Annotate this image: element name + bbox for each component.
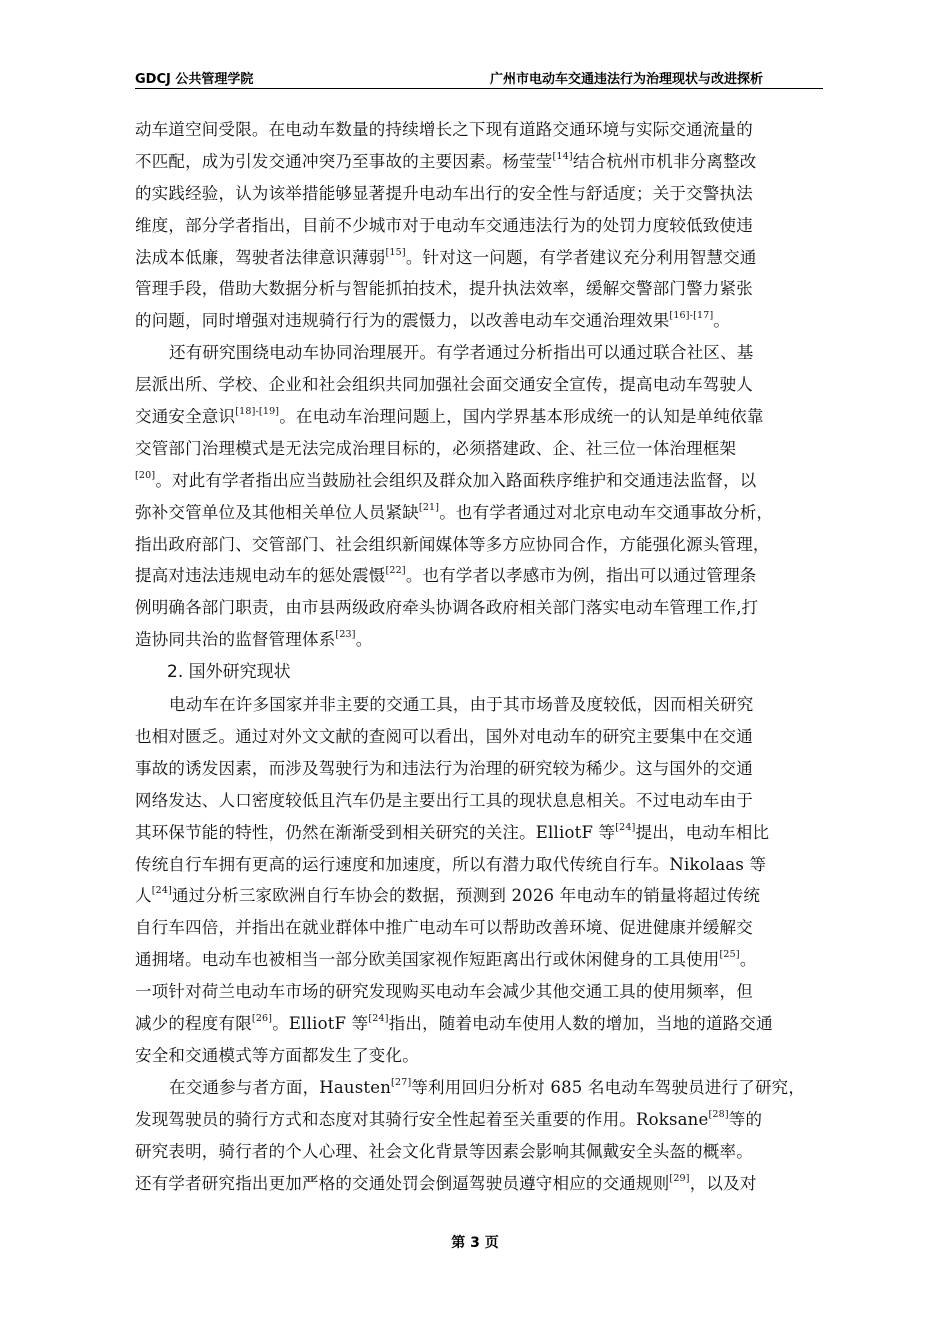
text-line	[135, 305, 845, 337]
text-line	[135, 242, 845, 274]
text-span: 层派出所、学校、企业和社会组织共同加强社会面交通安全宣传，提高电动车驾驶人	[135, 375, 753, 395]
citation-ref: [22]	[385, 565, 406, 577]
text-span: 一项针对荷兰电动车市场的研究发现购买电动车会减少其他交通工具的使用频率，但	[135, 982, 753, 1002]
text-span: 例明确各部门职责，由市县两级政府牵头协调各政府相关部门落实电动车管理工作,打	[135, 598, 759, 618]
citation-ref: [24]	[151, 885, 173, 897]
text-span: 其环保节能的特性，仍然在渐渐受到相关研究的关注。ElliotF 等	[135, 822, 616, 842]
text-span: 不匹配，成为引发交通冲突乃至事故的主要因素。杨莹莹	[135, 151, 553, 171]
text-line	[135, 944, 845, 976]
text-span: 。ElliotF 等	[272, 1014, 369, 1034]
text-span: 研究表明，骑行者的个人心理、社会文化背景等因素会影响其佩戴安全头盔的概率。	[135, 1141, 753, 1161]
text-line	[135, 880, 845, 912]
text-span: 人	[135, 886, 152, 906]
text-line	[135, 624, 845, 656]
text-span: 还有研究围绕电动车协同治理展开。有学者通过分析指出可以通过联合社区、基	[169, 343, 754, 363]
text-span: 。针对这一问题，有学者建议充分利用智慧交通	[405, 247, 757, 267]
text-span: 。对此有学者指出应当鼓励社会组织及群众加入路面秩序维护和交通违法监督，以	[155, 470, 757, 490]
header-title: 广州市电动车交通违法行为治理现状与改进探析	[489, 72, 763, 87]
text-span: 。	[713, 311, 731, 331]
text-line	[135, 146, 845, 178]
text-span: 也相对匮乏。通过对外文文献的查阅可以看出，国外对电动车的研究主要集中在交通	[135, 727, 753, 747]
text-line	[135, 529, 845, 561]
text-span: 电动车在许多国家并非主要的交通工具，由于其市场普及度较低，因而相关研究	[169, 695, 754, 715]
text-span: 指出政府部门、交管部门、社会组织新闻媒体等多方应协同合作，方能强化源头管理，	[135, 534, 770, 554]
text-line	[135, 369, 845, 401]
text-line	[135, 560, 845, 592]
citation-ref: [25]	[719, 949, 740, 961]
body-text	[135, 114, 845, 1199]
text-line	[135, 1136, 845, 1168]
text-span: 发现驾驶员的骑行方式和态度对其骑行安全性起着至关重要的作用。Roksane	[135, 1109, 709, 1129]
citation-ref: [20]	[135, 469, 156, 481]
text-line	[135, 210, 845, 242]
text-line	[135, 273, 845, 305]
text-span: 事故的诱发因素，而涉及驾驶行为和违法行为治理的研究较为稀少。这与国外的交通	[135, 758, 753, 778]
text-span: 还有学者研究指出更加严格的交通处罚会倒逼驾驶员遵守相应的交通规则	[135, 1173, 670, 1193]
text-line	[135, 817, 845, 849]
text-line	[135, 689, 845, 721]
text-span: 弥补交管单位及其他相关单位人员紧缺	[135, 502, 419, 522]
citation-ref: [16]-[17]	[669, 310, 714, 322]
text-line	[135, 1168, 845, 1200]
text-line	[135, 592, 845, 624]
text-line	[135, 1008, 845, 1040]
text-span: 安全和交通模式等方面都发生了变化。	[135, 1045, 419, 1065]
text-line	[135, 1040, 845, 1072]
text-span: 交通安全意识	[135, 407, 236, 427]
text-span: 等利用回归分析对 685 名电动车驾驶员进行了研究，	[411, 1077, 806, 1097]
text-line	[135, 849, 845, 881]
citation-ref: [28]	[708, 1108, 729, 1120]
text-span: 的问题，同时增强对违规骑行行为的震慑力，以改善电动车交通治理效果	[135, 311, 670, 331]
text-line	[135, 465, 845, 497]
text-span: 管理手段，借助大数据分析与智能抓拍技术，提升执法效率，缓解交警部门警力紧张	[135, 279, 753, 299]
text-span: 等的	[728, 1109, 763, 1129]
text-span: 。也有学者通过对北京电动车交通事故分析，	[439, 502, 774, 522]
text-span: 提出，电动车相比	[635, 822, 770, 842]
text-line	[135, 497, 845, 529]
text-line	[135, 337, 845, 369]
citation-ref: [24]	[615, 821, 636, 833]
text-span: 在交通参与者方面，Hausten	[169, 1077, 392, 1097]
citation-ref: [21]	[418, 501, 440, 513]
text-span: 结合杭州市机非分离整改	[572, 151, 757, 171]
text-span: 。也有学者以孝感市为例，指出可以通过管理条	[405, 566, 757, 586]
text-line	[135, 401, 845, 433]
citation-ref: [27]	[391, 1076, 412, 1088]
text-span: 。	[355, 630, 373, 650]
text-span: 提高对违法违规电动车的惩处震慑	[135, 566, 386, 586]
page-header	[135, 66, 823, 89]
header-school: GDCJ 公共管理学院	[135, 72, 254, 87]
text-line	[135, 912, 845, 944]
text-line	[135, 976, 845, 1008]
text-span: ，以及对	[689, 1173, 757, 1193]
text-span: 交管部门治理模式是无法完成治理目标的，必须搭建政、企、社三位一体治理框架	[135, 438, 737, 458]
text-span: 维度，部分学者指出，目前不少城市对于电动车交通违法行为的处罚力度较低致使违	[135, 215, 753, 235]
text-span: 自行车四倍，并指出在就业群体中推广电动车可以帮助改善环境、促进健康并缓解交	[135, 918, 753, 938]
text-line	[135, 178, 845, 210]
citation-ref: [23]	[335, 629, 356, 641]
citation-ref: [26]	[251, 1013, 273, 1025]
text-span: 通过分析三家欧洲自行车协会的数据，预测到 2026 年电动车的销量将超过传统	[172, 886, 761, 906]
section-heading: 2. 国外研究现状	[167, 662, 291, 683]
citation-ref: [24]	[368, 1013, 389, 1025]
citation-ref: [29]	[669, 1172, 690, 1184]
text-span: 。	[739, 950, 757, 970]
text-span: 造协同共治的监督管理体系	[135, 630, 336, 650]
text-line	[135, 1104, 845, 1136]
text-span: 通拥堵。电动车也被相当一部分欧美国家视作短距离出行或休闲健身的工具使用	[135, 950, 720, 970]
page-number: 第 3 页	[451, 1235, 499, 1251]
text-line	[135, 1072, 845, 1104]
text-line	[135, 753, 845, 785]
text-span: 网络发达、人口密度较低且汽车仍是主要出行工具的现状息息相关。不过电动车由于	[135, 790, 753, 810]
text-line	[135, 785, 845, 817]
citation-ref: [18]-[19]	[235, 406, 280, 418]
citation-ref: [14]	[552, 150, 573, 162]
text-span: 指出，随着电动车使用人数的增加，当地的道路交通	[388, 1014, 773, 1034]
citation-ref: [15]	[385, 246, 406, 258]
text-span: 传统自行车拥有更高的运行速度和加速度，所以有潜力取代传统自行车。Nikolaas 等	[135, 854, 767, 874]
text-span: 。在电动车治理问题上，国内学界基本形成统一的认知是单纯依靠	[279, 407, 764, 427]
text-line	[135, 433, 845, 465]
text-span: 法成本低廉，驾驶者法律意识薄弱	[135, 247, 386, 267]
text-line	[135, 114, 845, 146]
text-span: 动车道空间受限。在电动车数量的持续增长之下现有道路交通环境与实际交通流量的	[135, 120, 753, 139]
text-span: 的实践经验，认为该举措能够显著提升电动车出行的安全性与舒适度；关于交警执法	[135, 183, 753, 203]
text-span: 减少的程度有限	[135, 1014, 252, 1034]
text-line	[135, 721, 845, 753]
